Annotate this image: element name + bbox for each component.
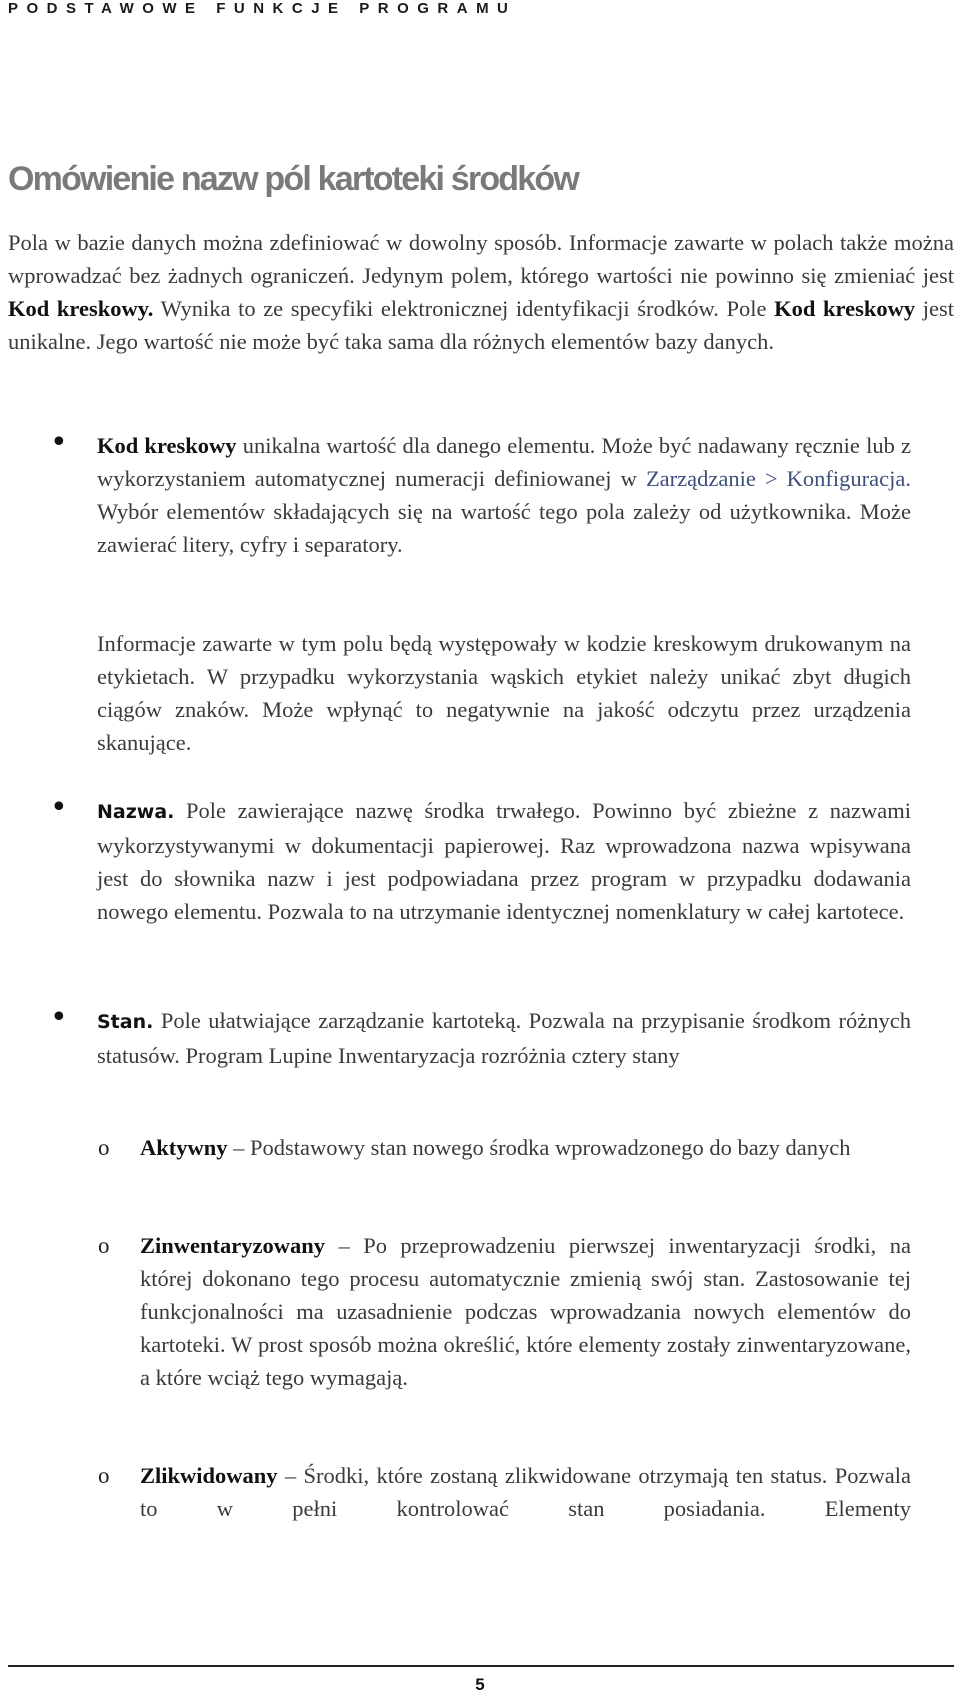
item-term: Stan. (97, 1011, 154, 1033)
sub-bullet-marker: o (98, 1233, 110, 1258)
intro-bold-2: Kod kreskowy (774, 296, 916, 321)
state-term: Aktywny (140, 1135, 228, 1160)
bullet-icon: • (50, 1000, 68, 1035)
item-term: Kod kreskowy (97, 433, 237, 458)
state-text: – Środki, które zostaną zlikwidowane otrzymają ten status. Pozwala to w pełni kontrolować stan posiadania. Elementy (140, 1463, 911, 1521)
item-kod-kreskowy (97, 429, 911, 561)
intro-paragraph (8, 226, 954, 358)
item-kod-paragraph-2: Informacje zawarte w tym polu będą występowały w kodzie kreskowym drukowanym na etykietach. W przypadku wykorzystania wąskich etykiet należy unikać zbyt długich ciągów znaków. Może wpłynąć to negatywnie na jakość odczytu przez urządzenia skanujące. (97, 631, 911, 755)
item-text: Pole ułatwiające zarządzanie kartoteką. Pozwala na przypisanie środkom różnych statusów. Program Lupine Inwentaryzacja rozróżnia cztery stany (97, 1008, 911, 1068)
intro-bold-1: Kod kreskowy. (8, 296, 154, 321)
item-text: Wybór elementów składających się na wartość tego pola zależy od użytkownika. Może zawierać litery, cyfry i separatory. (97, 499, 911, 557)
running-header: PODSTAWOWE FUNKCJE PROGRAMU (8, 0, 517, 17)
state-text: – Po przeprowadzeniu pierwszej inwentaryzacji środki, na której dokonano tego procesu automatycznie zmienią swój stan. Zastosowanie tej funkcjonalności ma uzasadnienie podczas wprowadzania nowych elementów do kartoteki. W prost sposób można określić, które elementy zostały zinwentaryzowane, a które wciąż tego wymagają. (140, 1233, 911, 1390)
intro-text-2: Wynika to ze specyfiki elektronicznej identyfikacji środków. Pole (153, 296, 775, 321)
state-zlikwidowany (140, 1459, 911, 1525)
item-nazwa (97, 794, 911, 928)
footer-divider (8, 1665, 954, 1667)
state-text: – Podstawowy stan nowego środka wprowadzonego do bazy danych (227, 1135, 851, 1160)
intro-text-3: jest unikalne. Jego wartość nie może być taka sama dla różnych elementów bazy danych. (8, 296, 955, 354)
state-aktywny (140, 1131, 911, 1164)
page-number: 5 (475, 1675, 485, 1694)
item-text: unikalna wartość dla danego elementu. Może być nadawany ręcznie lub z wykorzystaniem automatycznej numeracji definiowanej w (97, 433, 911, 491)
sub-bullet-marker: o (98, 1135, 110, 1160)
item-stan (97, 1004, 911, 1072)
section-title: Omówienie nazw pól kartoteki środków (8, 160, 578, 198)
state-term: Zlikwidowany (140, 1463, 278, 1488)
state-term: Zinwentaryzowany (140, 1233, 325, 1258)
item-term: Nazwa. (97, 801, 175, 823)
state-zinwentaryzowany (140, 1229, 911, 1394)
bullet-icon: • (50, 790, 68, 825)
bullet-icon: • (50, 425, 68, 460)
item-text: Pole zawierające nazwę środka trwałego. Powinno być zbieżne z nazwami wykorzystywanymi w dokumentacji papierowej. Raz wprowadzona nazwa wpisywana jest do słownika nazw i jest podpowiadana przez program w przypadku dodawania nowego elementu. Pozwala to na utrzymanie identycznej nomenklatury w całej kartotece. (97, 798, 911, 924)
sub-bullet-marker: o (98, 1463, 110, 1488)
settings-link[interactable]: Zarządzanie > Konfiguracja. (645, 466, 912, 491)
intro-text-1: Pola w bazie danych można zdefiniować w dowolny sposób. Informacje zawarte w polach także można wprowadzać bez żadnych ograniczeń. Jedynym polem, którego wartości nie powinno się zmieniać jest (8, 230, 954, 288)
